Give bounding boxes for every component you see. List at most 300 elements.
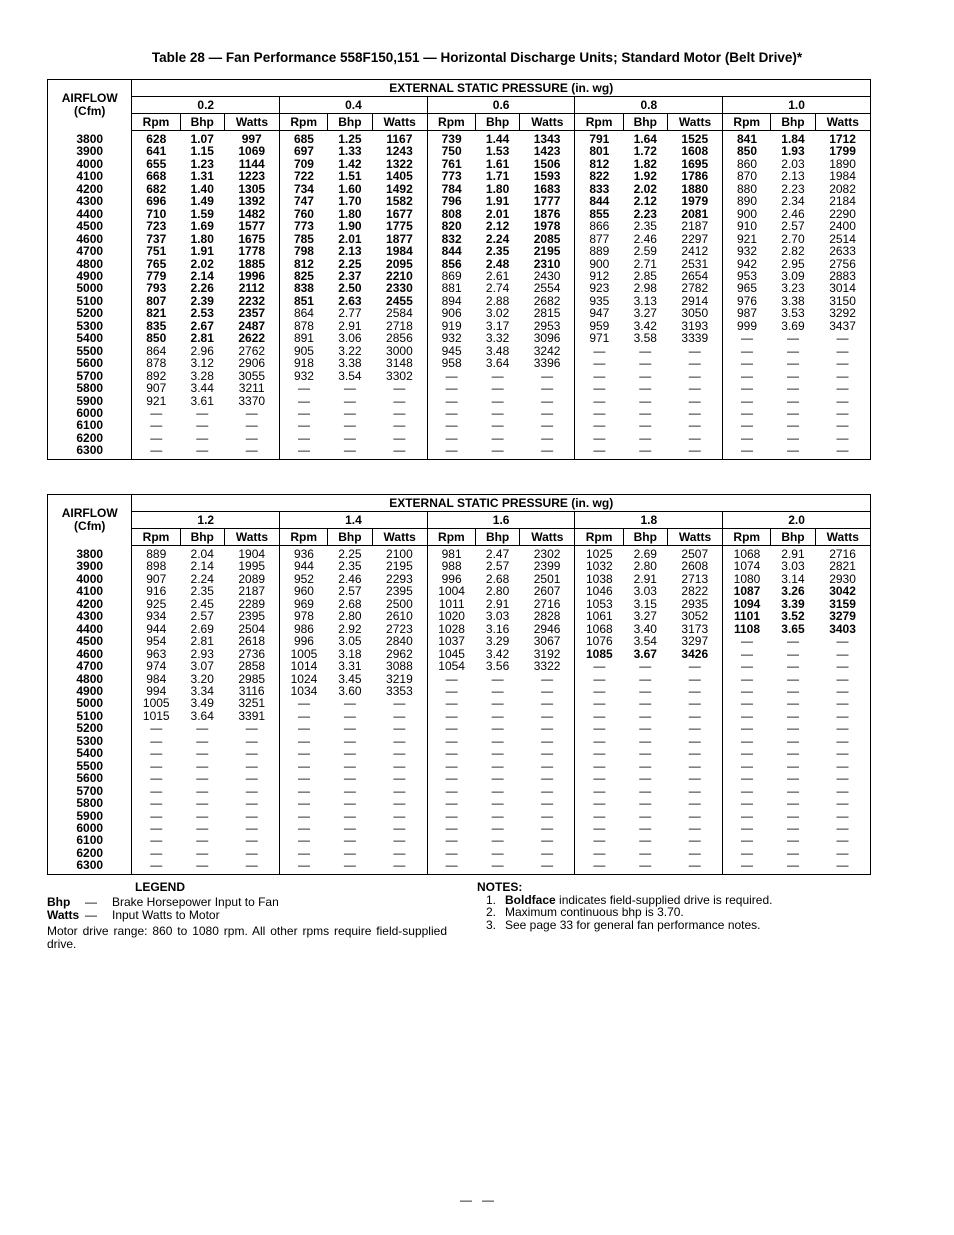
- value-cell: 2.24: [485, 232, 510, 246]
- value-cell: 3.42: [485, 647, 510, 661]
- value-cell: —: [688, 759, 701, 773]
- value-cell: 1.44: [485, 132, 510, 146]
- value-cell: —: [427, 432, 475, 444]
- value-cell: 710: [146, 207, 167, 221]
- value-cell: 2.81: [190, 332, 214, 345]
- value-cell: —: [836, 797, 849, 810]
- bhp-header: Bhp: [180, 114, 224, 131]
- value-cell: —: [786, 369, 799, 383]
- legend-item: [47, 896, 447, 909]
- value-cell: 923: [575, 282, 623, 294]
- value-cell: 1.07: [190, 132, 214, 146]
- value-cell: 2.25: [338, 547, 362, 561]
- airflow-cell: 4200: [48, 598, 132, 610]
- value-cell: —: [280, 797, 328, 809]
- table-row: [48, 419, 871, 431]
- rpm-header: Rpm: [723, 114, 771, 131]
- value-cell: 898: [146, 560, 167, 573]
- value-cell: 2430: [533, 269, 561, 283]
- value-cell: 2.53: [190, 307, 214, 320]
- value-cell: 2412: [681, 245, 709, 258]
- table-row: [48, 560, 871, 572]
- value-cell: —: [723, 382, 771, 394]
- value-cell: 2.85: [633, 269, 657, 283]
- value-cell: —: [393, 382, 406, 395]
- value-cell: —: [196, 859, 209, 873]
- airflow-cell: 4400: [48, 208, 132, 220]
- value-cell: 3426: [681, 647, 709, 661]
- value-cell: —: [491, 431, 504, 445]
- value-cell: —: [688, 660, 701, 673]
- value-cell: 2400: [829, 220, 856, 233]
- airflow-cell: 5600: [48, 772, 132, 784]
- value-cell: —: [280, 785, 328, 797]
- note-item: 3. See page 33 for general fan performance notes.: [486, 917, 761, 932]
- value-cell: —: [688, 344, 701, 358]
- airflow-cell: 6300: [48, 859, 132, 874]
- airflow-cell: 5400: [48, 747, 132, 759]
- fan-performance-table-2: [47, 494, 871, 875]
- value-cell: 812: [575, 158, 623, 170]
- table-row: [48, 797, 871, 809]
- value-cell: —: [150, 419, 163, 432]
- value-cell: —: [541, 797, 554, 810]
- value-cell: 2.34: [781, 195, 805, 208]
- value-cell: —: [393, 734, 406, 748]
- airflow-header: AIRFLOW (Cfm): [48, 80, 132, 131]
- value-cell: 2487: [238, 319, 266, 333]
- value-cell: —: [723, 648, 771, 660]
- value-cell: —: [723, 419, 771, 431]
- table-row: [48, 208, 871, 220]
- value-cell: —: [786, 660, 799, 673]
- value-cell: 1343: [533, 132, 561, 146]
- value-cell: 2610: [386, 610, 413, 623]
- value-cell: 2858: [238, 660, 266, 673]
- value-cell: 2914: [681, 294, 709, 308]
- value-cell: —: [836, 784, 849, 798]
- value-cell: —: [491, 821, 504, 835]
- table-row: [48, 747, 871, 759]
- value-cell: 2395: [238, 610, 266, 623]
- value-cell: 1.15: [190, 145, 214, 158]
- value-cell: 1087: [723, 585, 771, 597]
- value-cell: 641: [146, 145, 167, 158]
- value-cell: 1068: [723, 546, 771, 561]
- value-cell: —: [639, 722, 652, 735]
- legend-term: Watts: [47, 908, 80, 922]
- value-cell: 1880: [681, 182, 709, 196]
- value-cell: 1.92: [633, 170, 657, 183]
- airflow-cell: 5600: [48, 357, 132, 369]
- value-cell: 3.40: [633, 622, 657, 636]
- value-cell: —: [150, 859, 163, 873]
- value-cell: —: [836, 722, 849, 735]
- value-cell: —: [343, 834, 356, 847]
- value-cell: 1890: [829, 157, 856, 171]
- value-cell: 3.09: [781, 269, 805, 283]
- value-cell: 2.57: [338, 585, 362, 598]
- value-cell: —: [836, 332, 849, 345]
- value-cell: 628: [146, 132, 167, 146]
- value-cell: —: [723, 635, 771, 647]
- value-cell: 3.32: [485, 332, 510, 345]
- value-cell: 750: [427, 145, 475, 157]
- value-cell: 855: [575, 208, 623, 220]
- table-row: [48, 170, 871, 182]
- value-cell: 760: [280, 208, 328, 220]
- value-cell: 878: [280, 320, 328, 332]
- table-row: [48, 772, 871, 784]
- value-cell: —: [491, 369, 504, 383]
- value-cell: 2782: [681, 282, 709, 295]
- value-cell: 2.01: [338, 232, 362, 246]
- value-cell: —: [723, 345, 771, 357]
- value-cell: —: [836, 394, 849, 407]
- bhp-header: Bhp: [771, 529, 815, 546]
- value-cell: —: [343, 382, 356, 395]
- airflow-cell: 5300: [48, 320, 132, 332]
- table-row: [48, 258, 871, 270]
- table-row: [48, 131, 871, 146]
- table-row: [48, 585, 871, 597]
- value-cell: 1144: [238, 157, 265, 171]
- watts-header: Watts: [815, 529, 870, 546]
- value-cell: 2682: [533, 294, 561, 308]
- table-row: [48, 822, 871, 834]
- value-cell: 916: [146, 585, 167, 598]
- value-cell: —: [836, 809, 849, 822]
- value-cell: —: [245, 821, 258, 835]
- airflow-cell: 4700: [48, 245, 132, 257]
- value-cell: 958: [427, 357, 475, 369]
- value-cell: 3.53: [781, 307, 805, 320]
- value-cell: 2.25: [338, 257, 362, 270]
- airflow-cell: 5000: [48, 697, 132, 709]
- value-cell: —: [491, 797, 504, 810]
- value-cell: 685: [280, 131, 328, 146]
- value-cell: —: [491, 759, 504, 773]
- value-cell: —: [196, 759, 209, 773]
- legend-heading: LEGEND: [135, 880, 186, 894]
- value-cell: 891: [280, 332, 328, 344]
- value-cell: —: [723, 332, 771, 344]
- value-cell: 2195: [533, 245, 561, 258]
- value-cell: 2302: [533, 547, 561, 561]
- value-cell: 3242: [533, 344, 561, 358]
- value-cell: —: [491, 672, 504, 685]
- value-cell: 2507: [681, 547, 709, 561]
- value-cell: —: [343, 444, 356, 458]
- watts-header: Watts: [520, 529, 575, 546]
- value-cell: 1995: [238, 560, 266, 573]
- value-cell: 2.91: [338, 319, 362, 333]
- value-cell: 870: [723, 170, 771, 182]
- value-cell: —: [343, 859, 356, 873]
- value-cell: 3.26: [781, 585, 805, 598]
- value-cell: 2607: [533, 585, 561, 598]
- value-cell: —: [836, 444, 849, 458]
- value-cell: 959: [575, 320, 623, 332]
- value-cell: —: [786, 809, 799, 822]
- value-cell: 3.69: [781, 319, 805, 333]
- value-cell: 2930: [829, 572, 856, 586]
- value-cell: 3096: [533, 332, 561, 345]
- value-cell: —: [786, 797, 799, 810]
- value-cell: —: [427, 822, 475, 834]
- watts-header: Watts: [372, 114, 427, 131]
- value-cell: 892: [146, 369, 167, 383]
- value-cell: 2.35: [338, 560, 362, 573]
- value-cell: —: [723, 685, 771, 697]
- value-cell: 996: [427, 573, 475, 585]
- value-cell: 1037: [427, 635, 475, 647]
- value-cell: —: [196, 809, 209, 822]
- value-cell: 1577: [238, 220, 266, 233]
- value-cell: 2310: [533, 257, 561, 270]
- value-cell: —: [639, 747, 652, 760]
- value-cell: —: [575, 419, 623, 431]
- value-cell: 3.18: [338, 647, 362, 661]
- airflow-cell: 4600: [48, 648, 132, 660]
- airflow-cell: 5100: [48, 295, 132, 307]
- value-cell: 3.27: [633, 307, 657, 320]
- value-cell: 1695: [681, 157, 709, 171]
- value-cell: —: [280, 407, 328, 419]
- value-cell: 1.64: [633, 132, 657, 146]
- value-cell: 1.80: [485, 182, 510, 196]
- value-cell: —: [491, 382, 504, 395]
- watts-header: Watts: [520, 114, 575, 131]
- value-cell: 2736: [238, 647, 266, 661]
- legend-dash: —: [85, 895, 97, 909]
- value-cell: —: [491, 747, 504, 760]
- value-cell: 2.47: [485, 547, 510, 561]
- value-cell: —: [280, 834, 328, 846]
- value-cell: 1405: [386, 170, 413, 183]
- table-row: [48, 697, 871, 709]
- value-cell: —: [786, 394, 799, 407]
- airflow-cell: 4900: [48, 270, 132, 282]
- value-cell: —: [836, 369, 849, 383]
- value-cell: 3.06: [338, 332, 362, 345]
- value-cell: 2840: [386, 635, 413, 648]
- value-cell: 2.26: [190, 282, 214, 295]
- value-cell: —: [786, 332, 799, 345]
- value-cell: —: [393, 406, 406, 420]
- value-cell: —: [491, 697, 504, 710]
- value-cell: —: [639, 419, 652, 432]
- value-cell: —: [150, 734, 163, 748]
- airflow-cell: 4700: [48, 660, 132, 672]
- value-cell: 864: [146, 344, 167, 358]
- value-cell: —: [393, 709, 406, 723]
- value-cell: 2.57: [190, 610, 214, 623]
- value-cell: —: [541, 809, 554, 822]
- watts-header: Watts: [372, 529, 427, 546]
- value-cell: 2.88: [485, 294, 510, 308]
- value-cell: 697: [280, 145, 328, 157]
- value-cell: —: [196, 747, 209, 760]
- value-cell: 3.15: [633, 597, 657, 611]
- value-cell: —: [427, 760, 475, 772]
- table-row: [48, 270, 871, 282]
- value-cell: —: [427, 847, 475, 859]
- value-cell: —: [786, 772, 799, 785]
- value-cell: 2.63: [338, 294, 362, 308]
- value-cell: 3116: [238, 684, 265, 698]
- bhp-header: Bhp: [623, 529, 667, 546]
- value-cell: 1034: [280, 685, 328, 697]
- value-cell: —: [491, 722, 504, 735]
- value-cell: 2232: [238, 294, 266, 308]
- value-cell: 919: [427, 320, 475, 332]
- value-cell: 3050: [681, 307, 709, 320]
- value-cell: —: [786, 419, 799, 432]
- value-cell: 3055: [238, 369, 266, 383]
- value-cell: —: [836, 672, 849, 685]
- value-cell: —: [150, 772, 163, 785]
- value-cell: 2.82: [781, 245, 805, 258]
- value-cell: 2112: [238, 282, 265, 295]
- value-cell: —: [427, 735, 475, 747]
- value-cell: 3.60: [338, 684, 362, 698]
- value-cell: 944: [280, 560, 328, 572]
- value-cell: —: [575, 345, 623, 357]
- value-cell: —: [245, 772, 258, 785]
- value-cell: 2.81: [190, 635, 214, 648]
- pressure-row: [48, 512, 871, 529]
- value-cell: 3.45: [338, 672, 362, 685]
- value-cell: —: [723, 432, 771, 444]
- table-row: [48, 785, 871, 797]
- value-cell: —: [280, 395, 328, 407]
- value-cell: —: [688, 444, 701, 458]
- value-cell: 1108: [723, 623, 771, 635]
- bhp-header: Bhp: [180, 529, 224, 546]
- value-cell: 784: [427, 183, 475, 195]
- value-cell: 2.67: [190, 319, 214, 333]
- value-cell: 1.60: [338, 182, 362, 196]
- value-cell: 1.91: [190, 245, 214, 258]
- value-cell: —: [688, 406, 701, 420]
- value-cell: —: [280, 432, 328, 444]
- value-cell: —: [491, 419, 504, 432]
- value-cell: 2504: [238, 622, 266, 636]
- value-cell: —: [575, 834, 623, 846]
- value-cell: 1101: [723, 610, 771, 622]
- table-title: Table 28 — Fan Performance 558F150,151 — Horizontal Discharge Units; Standard Motor (Belt Drive)*: [151, 50, 803, 65]
- value-cell: 3211: [238, 382, 265, 395]
- value-cell: 878: [146, 357, 167, 370]
- value-cell: —: [491, 834, 504, 847]
- value-cell: 1778: [238, 245, 266, 258]
- rpm-header: Rpm: [280, 529, 328, 546]
- value-cell: 2.48: [485, 257, 510, 270]
- value-cell: 2.03: [781, 157, 805, 171]
- watts-header: Watts: [667, 529, 722, 546]
- value-cell: 3370: [238, 394, 266, 407]
- value-cell: —: [393, 431, 406, 445]
- table-row: [48, 546, 871, 561]
- value-cell: 3297: [681, 635, 709, 648]
- value-cell: —: [427, 710, 475, 722]
- airflow-cell: 4500: [48, 635, 132, 647]
- legend-dash: —: [85, 908, 97, 922]
- value-cell: 1582: [386, 195, 413, 208]
- value-cell: 821: [146, 307, 167, 320]
- value-cell: 969: [280, 598, 328, 610]
- airflow-cell: 6200: [48, 847, 132, 859]
- value-cell: 3.64: [485, 357, 510, 370]
- value-cell: —: [343, 759, 356, 773]
- value-cell: —: [393, 444, 406, 458]
- value-cell: —: [541, 419, 554, 432]
- value-cell: 2633: [829, 245, 856, 258]
- airflow-cell: 5800: [48, 382, 132, 394]
- value-cell: 1068: [575, 623, 623, 635]
- value-cell: 1683: [533, 182, 561, 196]
- value-cell: 3.07: [190, 660, 214, 673]
- value-cell: 3.12: [190, 357, 214, 370]
- value-cell: —: [723, 444, 771, 459]
- value-cell: 2.80: [485, 585, 510, 598]
- table-row: [48, 158, 871, 170]
- value-cell: 1069: [238, 145, 266, 158]
- value-cell: 3088: [386, 660, 413, 673]
- value-cell: —: [196, 431, 209, 445]
- value-cell: 1061: [575, 610, 623, 622]
- pressure-header: 1.8: [575, 512, 723, 529]
- value-cell: 751: [146, 245, 167, 258]
- value-cell: —: [427, 834, 475, 846]
- value-cell: 2.02: [190, 257, 214, 270]
- value-cell: 1080: [723, 573, 771, 585]
- value-cell: —: [427, 419, 475, 431]
- table-row: [48, 395, 871, 407]
- value-cell: —: [575, 810, 623, 822]
- value-cell: 709: [280, 158, 328, 170]
- value-cell: 869: [427, 270, 475, 282]
- value-cell: —: [786, 734, 799, 748]
- rpm-header: Rpm: [132, 114, 180, 131]
- value-cell: 906: [427, 307, 475, 319]
- airflow-cell: 6100: [48, 419, 132, 431]
- value-cell: 1876: [533, 207, 561, 221]
- value-cell: —: [280, 722, 328, 734]
- value-cell: —: [245, 759, 258, 773]
- value-cell: —: [245, 797, 258, 810]
- rpm-header: Rpm: [575, 529, 623, 546]
- value-cell: —: [427, 382, 475, 394]
- value-cell: —: [343, 809, 356, 822]
- value-cell: 1.72: [633, 145, 657, 158]
- value-cell: 1593: [533, 170, 561, 183]
- value-cell: —: [196, 406, 209, 420]
- value-cell: 1024: [280, 673, 328, 685]
- value-cell: —: [639, 772, 652, 785]
- table-row: [48, 610, 871, 622]
- value-cell: —: [639, 834, 652, 847]
- value-cell: 696: [146, 195, 167, 208]
- value-cell: 3.22: [338, 344, 362, 358]
- table-row: [48, 623, 871, 635]
- value-cell: —: [688, 772, 701, 785]
- value-cell: 856: [427, 258, 475, 270]
- value-cell: —: [541, 772, 554, 785]
- value-cell: —: [150, 759, 163, 773]
- value-cell: 3.39: [781, 597, 805, 611]
